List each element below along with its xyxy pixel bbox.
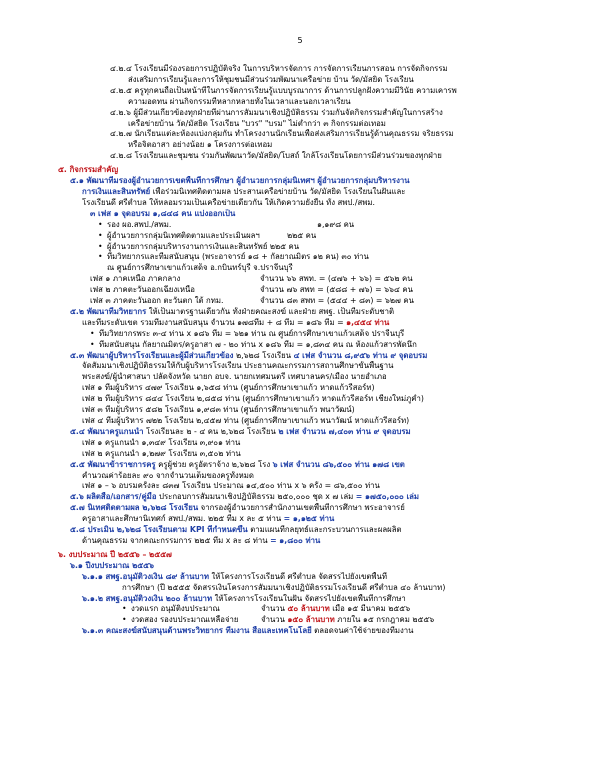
item-5-3-l2: จัดสัมมนาเชิงปฏิบัติธรรมให้กับผู้บริหารโรงเรียน ประธานคณะกรรมการสถานศึกษาขั้นพื้นฐาน xyxy=(82,361,394,371)
item-6-1-2-b2: • งวดสอง รองบประมาณเหลือจ่าย จำนวน ๑๕๐ ล้านบาท ภายใน ๑๕ กรกฎาคม ๒๕๕๖ xyxy=(122,615,435,625)
item-5-1-l3: โรงเรียนดี ศรีตำบล ให้หลอมรวมเป็นเครือข่ายเดียวกัน ให้เกิดความยั่งยืน ทั้ง สพป./สพม. xyxy=(82,197,375,207)
item-5-3-l6: เฟส ๓ ทีมผู้บริหาร ๕๘๒ โรงเรียน ๑,๙๘๓ ท่าน (ศูนย์การศึกษาเขาแก้ว พนาวัฒน์) xyxy=(82,405,355,415)
item-4-2-6: ๔.๒.๖ ผู้มีส่วนเกี่ยวข้องทุกฝ่ายที่ผ่านการสัมมนาเชิงปฏิบัติธรรม ร่วมกันจัดกิจกรรมสำคัญในการสร้าง xyxy=(110,107,443,117)
item-5-1-l2: การเงินและสินทรัพย์ เพื่อร่วมนิเทศติดตามผล ประสานเครือข่ายบ้าน วัด/มัสยิด โรงเรียนในฝันและ xyxy=(82,186,406,196)
section-5-heading: ๕. กิจกรรมสำคัญ xyxy=(58,165,119,175)
item-5-5-l2: คำนวณค่าร้อยละ ๙๐ จากจำนวนเต็มของครูทั้งหมด xyxy=(82,470,254,480)
item-6-1-1: ๖.๑.๑ สพฐ.อนุมัติวงเงิน ๘๙ ล้านบาท ให้โครงการโรงเรียนดี ศรีตำบล จัดสรรไปยังเขตพื้นที่ xyxy=(82,571,388,581)
item-5-8: ๕.๘ ประเมิน ๒,๖๒๘ โรงเรียนตาม KPI ที่กำหนดขึ้น ตามแผนที่กลยุทธ์และกระบวนการและผลผลิต xyxy=(70,525,402,535)
item-5-3: ๕.๓ พัฒนาผู้บริหารโรงเรียนและผู้มีส่วนเกี่ยวข้อง ๒,๖๒๘ โรงเรียน ๔ เฟส จำนวน ๘,๙๕๖ ท่าน ๙ จุดอบรม xyxy=(70,350,428,360)
item-5-8-l2: ด้านคุณธรรม จากคณะกรรมการ ๒๒๕ ทีม x ละ ๘ ท่าน = ๑,๘๐๐ ท่าน xyxy=(82,535,321,545)
item-5-4-l2: เฟส ๑ ครูแกนนำ ๑,๓๔๙ โรงเรียน ๓,๙๐๑ ท่าน xyxy=(82,437,241,447)
item-5-3-l5: เฟส ๒ ทีมผู้บริหาร ๘๔๔ โรงเรียน ๒,๘๕๘ ท่าน (ศูนย์การศึกษาเขาแก้ว หาดแก้วรีสอร์ท เชียงใหม่ภูคำ) xyxy=(82,394,424,404)
item-5-1-l4: ๓ เฟส ๑ จุดอบรม ๑,๘๔๘ คน แบ่งออกเป็น xyxy=(90,208,236,218)
item-5-3-l3: พระสงฆ์/ผู้นำศาสนา ปลัดจังหวัด นายก อบจ. นายกเทศมนตรี เทศบาลนคร/เมือง นายอำเภอ xyxy=(82,372,387,382)
phase-row: เฟส ๑ ภาคเหนือ ภาคกลาง จำนวน ๖๖ สพท. = (๔๗๖ + ๖๖) = ๕๖๒ คน xyxy=(90,274,413,284)
item-4-2-7-cont: หรือจิตอาสา อย่างน้อย ๑ โครงการต่อเทอม xyxy=(128,140,273,150)
bullet-row: • รอง ผอ.สพป./สพม. ๑,๑๙๘ คน xyxy=(98,219,355,229)
item-5-2-b2: • ทีมสนับสนุน กัลยาณมิตร/ครูอาสา ๗ - ๒๐ ท่าน x ๑๘๖ ทีม = ๑,๘๓๔ คน ณ ห้องแก้วสารพัดนึก xyxy=(90,339,417,349)
phase-row: เฟส ๒ ภาคตะวันออกเฉียงเหนือ จำนวน ๗๖ สพท = (๕๘๘ + ๗๖) = ๖๖๔ คน xyxy=(90,285,413,295)
item-4-2-4: ๔.๒.๔ โรงเรียนมีร่องรอยการปฏิบัติจริง ในการบริหารจัดการ การจัดการเรียนการสอน การจัดกิจกรรม xyxy=(110,64,448,73)
item-4-2-6-cont: เครือข่ายบ้าน วัด/มัสยิด โรงเรียน "บวร" "บรม" ไม่ต่ำกว่า ๓ กิจกรรมต่อเทอม xyxy=(128,118,386,128)
item-4-2-5-cont: ความอดทน ผ่านกิจกรรมที่หลากหลายทั้งในเวลาและนอกเวลาเรียน xyxy=(128,96,351,106)
item-5-2-l2: และทีมระดับเขต รวมทีมงานสนับสนุน จำนวน ๑๗๘ทีม + ๘ ทีม = ๑๘๖ ทีม = ๑,๔๕๔ ท่าน xyxy=(82,317,390,327)
item-6-1: ๖.๑ ปีงบประมาณ ๒๕๕๖ xyxy=(70,560,154,570)
bullet-row: • ผู้อำนวยการกลุ่มบริหารงานการเงินและสินทรัพย์ ๒๒๕ คน xyxy=(98,241,300,251)
item-6-1-2-b1: • งวดแรก อนุมัติงบประมาณ จำนวน ๕๐ ล้านบาท เมื่อ ๑๕ มีนาคม ๒๕๕๖ xyxy=(122,604,411,614)
item-5-4: ๕.๔ พัฒนาครูแกนนำ โรงเรียนละ ๒ - ๔ คน ๒,๖๒๘ โรงเรียน ๒ เฟส จำนวน ๗,๔๐๓ ท่าน ๙ จุดอบรม xyxy=(70,426,411,436)
item-4-2-4-cont: ส่งเสริมการเรียนรู้และการให้ชุมชนมีส่วนร่วมพัฒนาเครือข่าย บ้าน วัด/มัสยิด โรงเรียน xyxy=(128,74,414,84)
bullet-row-cont: ณ ศูนย์การศึกษาเขาแก้วเสด็จ อ.กบินทร์บุรี จ.ปราจีนบุรี xyxy=(107,263,293,273)
item-5-7-l2: ครูอาสาและศึกษานิเทศก์ สพป./สพม. ๒๒๕ ทีม x ละ ๕ ท่าน = ๑,๑๒๕ ท่าน xyxy=(82,514,335,524)
section-6-heading: ๖. งบประมาณ ปี ๒๕๕๖ – ๒๕๕๗ xyxy=(58,549,172,559)
item-4-2-5: ๔.๒.๕ ครูทุกคนถือเป็นหน้าที่ในการจัดการเรียนรู้แบบบูรณาการ ด้านการปลูกฝังความมีวินัย ความเคารพ xyxy=(110,85,457,95)
item-5-7: ๕.๗ นิเทศติดตามผล ๒,๖๒๘ โรงเรียน จากรองผู้อำนวยการสำนักงานเขตพื้นที่การศึกษา พระอาจารย์ xyxy=(70,503,405,513)
item-5-5: ๕.๕ พัฒนาข้าราชการครู ครูผู้ช่วย ครูอัตราจ้าง ๒,๖๒๘ โรง ๖ เฟส จำนวน ๘๖,๕๐๐ ท่าน ๑๗๘ เขต xyxy=(70,459,405,469)
bullet-row: • ทีมวิทยากรและทีมสนับสนุน (พระอาจารย์ ๑๘ + กัลยาณมิตร ๑๒ คน) ๓๐ ท่าน xyxy=(98,252,369,262)
item-6-1-2: ๖.๑.๒ สพฐ.อนุมัติวงเงิน ๒๐๐ ล้านบาท ให้โครงการโรงเรียนในฝัน จัดสรรไปยังเขตพื้นที่การศึกษา xyxy=(82,593,406,603)
item-6-1-1-l2: การศึกษา (ปี ๒๕๕๕ จัดสรรเงินโครงการสัมมนาเชิงปฏิบัติธรรมโรงเรียนดี ศรีตำบล ๔๐ ล้านบาท) xyxy=(122,582,446,592)
item-5-3-l7: เฟส ๔ ทีมผู้บริหาร ๗๒๒ โรงเรียน ๒,๔๕๗ ท่าน (ศูนย์การศึกษาเขาแก้ว พนาวัฒน์ หาดแก้วรีสอร์ท) xyxy=(82,416,410,425)
item-5-4-l3: เฟส ๒ ครูแกนนำ ๑,๒๗๙ โรงเรียน ๓,๕๐๒ ท่าน xyxy=(82,448,241,458)
bullet-row: • ผู้อำนวยการกลุ่มนิเทศติดตามและประเมินผลฯ ๒๒๕ คน xyxy=(98,230,317,240)
page-number: 5 xyxy=(297,36,303,45)
item-4-2-8: ๔.๒.๘ โรงเรียนและชุมชน ร่วมกันพัฒนาวัด/มัสยิด/โบสถ์ ใกล้โรงเรียนโดยการมีส่วนร่วมของทุกฝ่าย xyxy=(110,151,442,161)
item-5-3-l4: เฟส ๑ ทีมผู้บริหาร ๔๗๙ โรงเรียน ๑,๖๕๘ ท่าน (ศูนย์การศึกษาเขาแก้ว หาดแก้วรีสอร์ท) xyxy=(82,383,375,393)
item-6-1-3: ๖.๑.๓ คณะสงฆ์สนับสนุนด้านพระวิทยากร ทีมงาน สื่อและเทคโนโลยี ตลอดจนค่าใช้จ่ายของทีมงาน xyxy=(82,626,414,636)
document-body xyxy=(58,64,558,637)
item-5-2-b1: • ทีมวิทยากรพระ ๓-๔ ท่าน x ๑๘๖ ทีม = ๖๒๑ ท่าน ณ ศูนย์การศึกษาเขาแก้วเสด็จ ปราจีนบุรี xyxy=(90,328,405,338)
phase-row: เฟส ๓ ภาคตะวันออก ตะวันตก ใต้ กทม. จำนวน ๘๓ สพท = (๕๔๔ + ๘๓) = ๖๒๗ คน xyxy=(90,296,414,306)
item-4-2-7: ๔.๒.๗ นักเรียนแต่ละห้องแบ่งกลุ่มกัน ทำโครงงานนักเรียนเพื่อส่งเสริมการเรียนรู้ด้านคุณธรรม จริยธรรม xyxy=(110,129,454,139)
item-5-5-l3: เฟส ๑ – ๖ อบรมครั้งละ ๘๓๗ โรงเรียน ประมาณ ๑๔,๕๐๐ ท่าน x ๖ ครั้ง = ๘๖,๕๐๐ ท่าน xyxy=(82,481,380,491)
item-5-2: ๕.๒ พัฒนาทีมวิทยากร ให้เป็นมาตรฐานเดียวกัน ทั้งฝ่ายคณะสงฆ์ และฝ่าย สพฐ. เป็นทีมระดับชาติ xyxy=(70,306,395,316)
item-5-6: ๕.๖ ผลิตสื่อ/เอกสาร/คู่มือ ประกอบการสัมมนาเชิงปฏิบัติธรรม ๒๕๐,๐๐๐ ชุด x ๗ เล่ม = ๑๗๕๐,๐๐๐ เล่ม xyxy=(70,492,420,502)
item-5-1: ๕.๑ พัฒนาทีมรองผู้อำนวยการเขตพื้นที่การศึกษา ผู้อำนวยการกลุ่มนิเทศฯ ผู้อำนวยการกลุ่มบริหารงาน xyxy=(70,176,410,186)
